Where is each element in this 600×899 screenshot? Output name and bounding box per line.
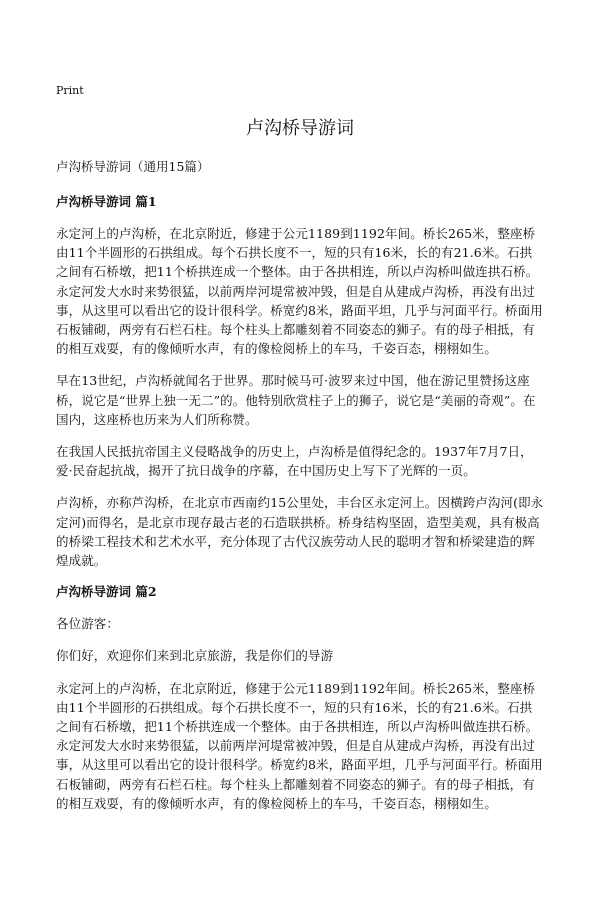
paragraph: 各位游客： bbox=[56, 616, 120, 632]
paragraph: 在我国人民抵抗帝国主义侵略战争的历史上，卢沟桥是值得纪念的。1937年7月7日，爱·民奋起抗战，揭开了抗日战争的序幕，在中国历史上写下了光辉的一页。 bbox=[56, 444, 533, 479]
print-label: Print bbox=[56, 84, 84, 97]
paragraph: 永定河上的卢沟桥，在北京附近，修建于公元1189到1192年间。桥长265米，整座桥由11个半圆形的石拱组成。每个石拱长度不一，短的只有16米，长的有21.6米。石拱之间有石桥墩，把11个桥拱连成一个整体。由于各拱相连，所以卢沟桥叫做连拱石桥。永定河发大水时来势很猛，以前两岸河堤常被冲毁，但是自从建成卢沟桥，再没有出过事，从这里可以看出它的设计很科学。桥宽约8米，路面平坦，几乎与河面平行。桥面用石板铺砌，两旁有石栏石柱。每个柱头上都雕刻着不同姿态的狮子。有的母子相抵，有的相互戏耍，有的像倾听水声，有的像检阅桥上的车马，千姿百态，栩栩如生。 bbox=[56, 226, 543, 357]
section-heading: 卢沟桥导游词 篇2 bbox=[56, 584, 157, 600]
document-subtitle: 卢沟桥导游词（通用15篇） bbox=[56, 159, 210, 174]
section-2 bbox=[56, 583, 544, 813]
document-title: 卢沟桥导游词 bbox=[246, 118, 354, 139]
section-heading: 卢沟桥导游词 篇1 bbox=[56, 194, 157, 209]
paragraph: 你们好，欢迎你们来到北京旅游，我是你们的导游 bbox=[56, 648, 334, 664]
paragraph: 卢沟桥，亦称芦沟桥，在北京市西南约15公里处，丰台区永定河上。因横跨卢沟河(即永定河)而得名，是北京市现存最古老的石造联拱桥。桥身结构坚固，造型美观，具有极高的桥梁工程技术和艺术水平，充分体现了古代汉族劳动人民的聪明才智和桥梁建造的辉煌成就。 bbox=[56, 495, 544, 569]
section-1 bbox=[56, 193, 544, 570]
paragraph: 早在13世纪，卢沟桥就闻名于世界。那时候马可·波罗来过中国，他在游记里赞扬这座桥，说它是“世界上独一无二”的。他特别欣赏柱子上的狮子，说它是“美丽的奇观”。在国内，这座桥也历来为人们所称赞。 bbox=[56, 373, 536, 427]
paragraph: 永定河上的卢沟桥，在北京附近，修建于公元1189到1192年间。桥长265米，整座桥由11个半圆形的石拱组成。每个石拱长度不一，短的只有16米，长的有21.6米。石拱之间有石桥墩，把11个桥拱连成一个整体。由于各拱相连，所以卢沟桥叫做连拱石桥。永定河发大水时来势很猛，以前两岸河堤常被冲毁，但是自从建成卢沟桥，再没有出过事，从这里可以看出它的设计很科学。桥宽约8米，路面平坦，几乎与河面平行。桥面用石板铺砌，两旁有石栏石柱。每个柱头上都雕刻着不同姿态的狮子。有的母子相抵，有的相互戏耍，有的像倾听水声，有的像检阅桥上的车马，千姿百态，栩栩如生。 bbox=[56, 680, 543, 811]
